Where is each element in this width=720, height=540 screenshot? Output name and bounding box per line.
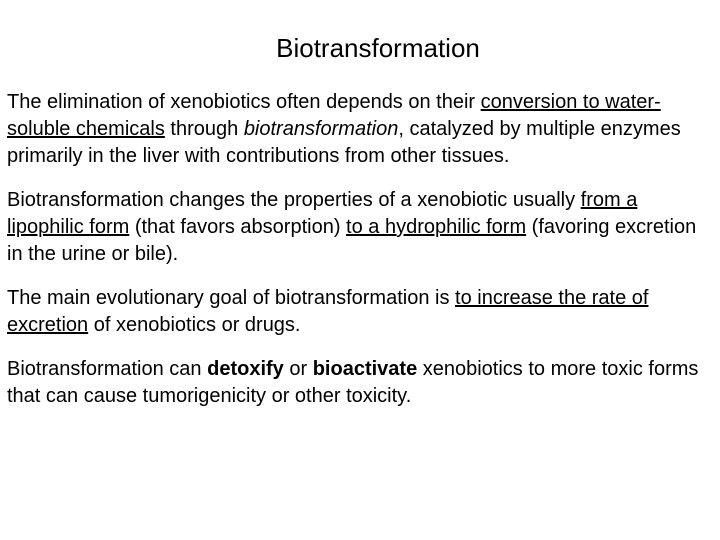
paragraph-detoxify — [7, 356, 717, 410]
paragraph-elimination — [7, 89, 717, 170]
text-run: The main evolutionary goal of biotransformation is — [7, 287, 456, 309]
text-run: of xenobiotics or drugs. — [88, 314, 301, 336]
underlined-phrase: to a hydrophilic form — [346, 216, 527, 238]
underlined-phrase: to increase the rate of excretion — [7, 287, 649, 336]
underlined-phrase: from a lipophilic form — [7, 189, 638, 238]
text-run: (that favors absorption) — [129, 216, 347, 238]
text-run: xenobiotics to more toxic forms that can cause tumorigenicity or other toxicity. — [7, 358, 699, 407]
underlined-phrase: conversion to water-soluble chemicals — [7, 91, 661, 140]
bold-term: detoxify — [207, 358, 284, 380]
text-run: or — [283, 358, 313, 380]
text-run: Biotransformation changes the properties of a xenobiotic usually — [7, 189, 581, 211]
text-run: , catalyzed by multiple enzymes primarily in the liver with contributions from other tissues. — [7, 118, 681, 167]
text-run: The elimination of xenobiotics often depends on their — [7, 91, 481, 113]
text-run: through — [164, 118, 244, 140]
slide-body — [7, 89, 717, 427]
italic-term: biotransformation — [243, 118, 399, 140]
text-run: Biotransformation can — [7, 358, 208, 380]
paragraph-properties — [7, 187, 717, 268]
text-run: (favoring excretion in the urine or bile). — [7, 216, 697, 265]
bold-term: bioactivate — [312, 358, 418, 380]
paragraph-goal — [7, 285, 717, 339]
slide-title: Biotransformation — [276, 33, 480, 63]
